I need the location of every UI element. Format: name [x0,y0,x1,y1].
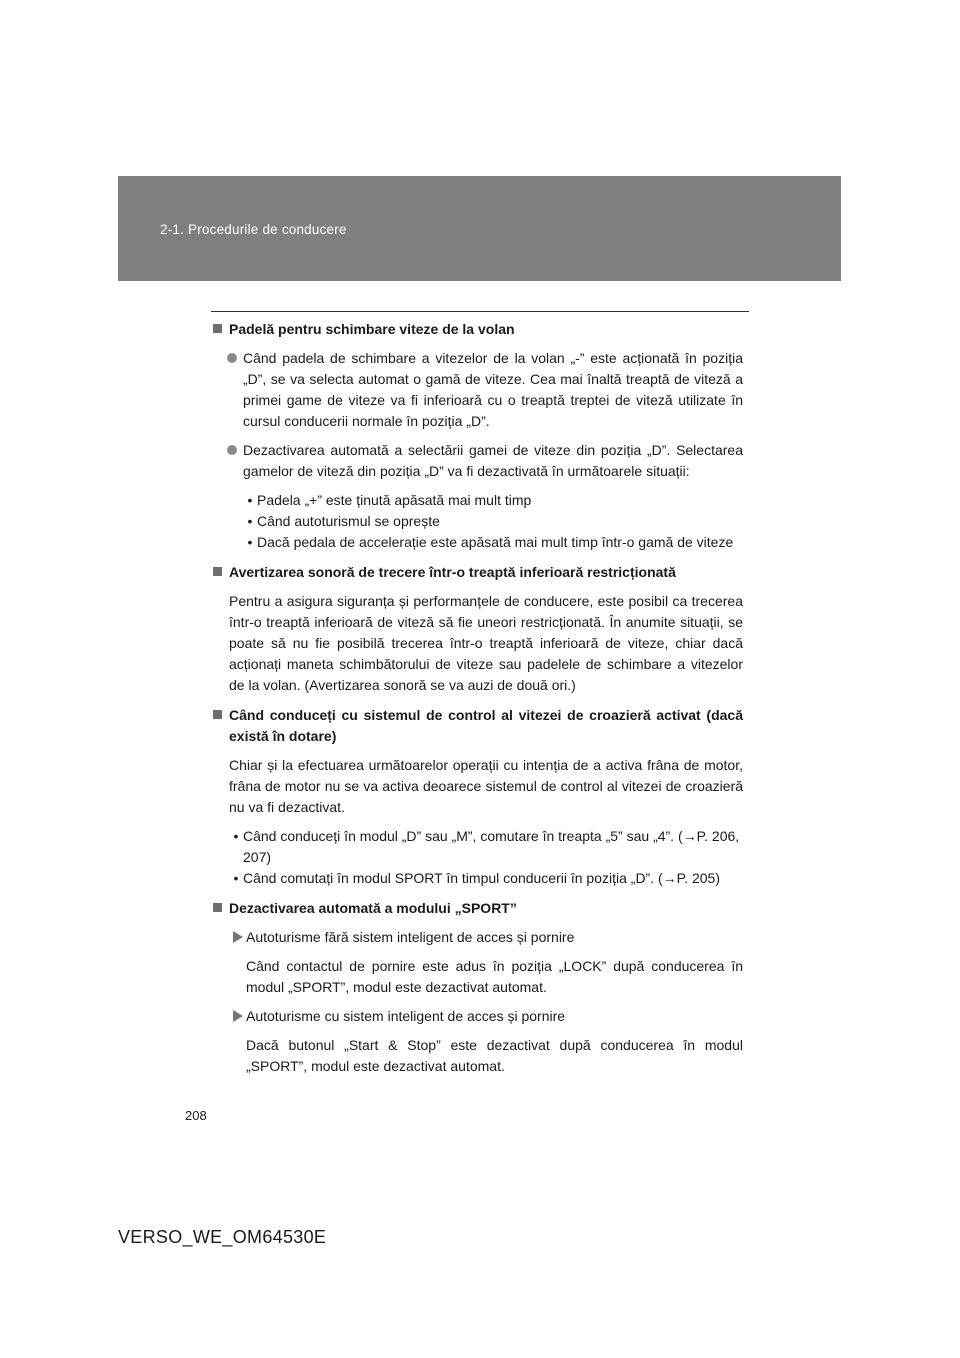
triangle-arrow-icon [233,1010,243,1022]
bullet-item: • Padela „+” este ținută apăsată mai mult timp [247,492,532,508]
triangle-arrow-icon [233,931,243,943]
bullet-item: • Dacă pedala de accelerație este apăsată mai mult timp într-o gamă de viteze [247,534,734,550]
page-number: 208 [185,1108,207,1123]
section-heading: Padelă pentru schimbare viteze de la volan [213,319,743,340]
paragraph: Pentru a asigura siguranța și performanțele de conducere, este posibil ca trecerea într-o treaptă inferioară de viteză să fie uneori restricționată. În anumite situații, se poate să nu fie posibilă trecerea într-o treaptă inferioară de viteze, chiar dacă acționați maneta schimbătorului de viteze sau padelele de schimbare a vitezelor de la volan. (Avertizarea sonoră se va auzi de două ori.) [229,593,743,693]
subheading-item: Autoturisme fără sistem inteligent de acces și pornire [213,927,743,948]
subheading-item: Autoturisme cu sistem inteligent de acces și pornire [213,1006,743,1027]
section-header-title: 2-1. Procedurile de conducere [160,222,347,237]
list-item: Dezactivarea automată a selectării gamei de viteze din poziția „D”. Selectarea gamelor de viteză din poziția „D” va fi dezactivată în următoarele situații: [213,440,743,482]
section-header-band [118,176,841,281]
circle-bullet-icon [227,445,237,455]
square-bullet-icon [213,324,222,333]
square-bullet-icon [213,903,222,912]
document-code: VERSO_WE_OM64530E [118,1227,327,1247]
section-heading: Avertizarea sonoră de trecere într-o treaptă inferioară restricționată [213,562,743,583]
square-bullet-icon [213,567,222,576]
section-heading: Dezactivarea automată a modului „SPORT” [213,898,743,919]
paragraph: Dacă butonul „Start & Stop” este dezactivat după conducerea în modul „SPORT”, modul este dezactivat automat. [246,1037,743,1074]
bullet-item: • Când autoturismul se oprește [247,513,440,529]
square-bullet-icon [213,710,222,719]
circle-bullet-icon [227,353,237,363]
page-content [213,319,743,1077]
divider-line [211,311,749,312]
section-heading: Când conduceți cu sistemul de control al vitezei de croazieră activat (dacă există în dotare) [213,705,743,747]
list-item: Când padela de schimbare a vitezelor de la volan „-” este acționată în poziția „D”, se va selecta automat o gamă de viteze. Cea mai înaltă treaptă de viteză a primei game de viteze va fi inferioară cu o treaptă treptei de viteză utilizate în cursul conducerii normale în poziția „D”. [213,348,743,432]
bullet-item: • Când comutați în modul SPORT în timpul conducerii în poziția „D”. (→P. 205) [233,870,720,886]
paragraph: Chiar și la efectuarea următoarelor operații cu intenția de a activa frâna de motor, frâna de motor nu se va activa deoarece sistemul de control al vitezei de croazieră nu va fi dezactivat. [229,757,743,815]
bullet-item: • Când conduceți în modul „D” sau „M”, comutare în treapta „5” sau „4”. (→P. 206, 207) [233,828,740,865]
paragraph: Când contactul de pornire este adus în poziția „LOCK” după conducerea în modul „SPORT”, modul este dezactivat automat. [246,958,743,995]
